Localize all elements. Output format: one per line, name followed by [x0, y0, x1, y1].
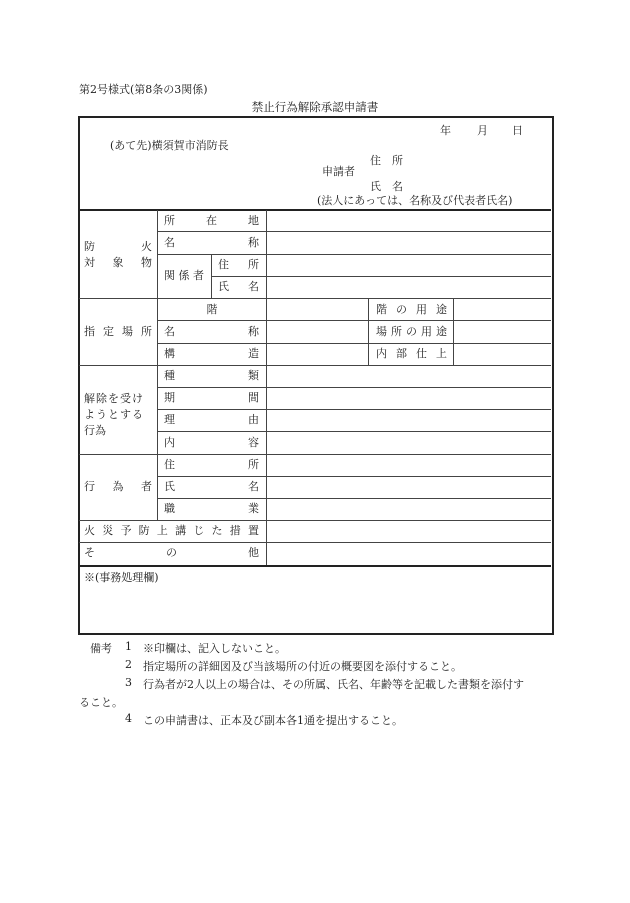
designated-place-label [84, 325, 152, 339]
interior-finish-label [376, 347, 447, 361]
char: 在 [206, 214, 217, 227]
divider [79, 209, 551, 211]
act-content-label [164, 436, 259, 450]
char: そ [84, 546, 95, 559]
act-type-label [164, 369, 259, 383]
act-reason-label [164, 413, 259, 427]
addressee: (あて先)横須賀市消防長 [110, 139, 229, 152]
fire-target-label-line2 [84, 256, 152, 270]
act-period-label [164, 391, 259, 405]
divider [79, 365, 551, 366]
note-text: 指定場所の詳細図及び当該場所の付近の概要図を添付すること。 [143, 660, 462, 673]
char: 地 [248, 214, 259, 227]
act-label-line2: ようとする [84, 408, 144, 421]
fire-target-label-line1 [84, 240, 152, 254]
char: 業 [248, 502, 259, 515]
structure-label [164, 347, 259, 361]
note-number: 4 [125, 712, 132, 725]
divider [157, 431, 551, 432]
related-address-label [218, 258, 259, 272]
char: 名 [164, 325, 175, 338]
char: 住 [164, 458, 175, 471]
divider [157, 343, 551, 344]
note-number: 3 [125, 676, 132, 689]
applicant-label: 申請者 [322, 165, 355, 178]
corporate-note: (法人にあっては、名称及び代表者氏名) [317, 194, 513, 207]
char: 職 [164, 502, 175, 515]
day-label: 日 [512, 124, 523, 137]
column-divider [157, 210, 158, 520]
target-name-label [164, 236, 259, 250]
char: 類 [248, 369, 259, 382]
char: 部 [396, 347, 407, 360]
char: 定 [103, 325, 114, 338]
column-divider [368, 298, 369, 365]
column-divider [266, 210, 267, 565]
char: 用 [421, 325, 432, 338]
char: 対 [84, 256, 95, 269]
note-number: 2 [125, 658, 132, 671]
char: 行 [84, 480, 95, 493]
divider [157, 387, 551, 388]
char: 為 [112, 480, 124, 493]
char: 防 [138, 524, 150, 537]
form-number: 第2号様式(第8条の3関係) [79, 83, 208, 96]
char: 理 [164, 413, 175, 426]
char: 氏 [218, 280, 229, 293]
column-divider [211, 254, 212, 298]
char: 称 [248, 325, 259, 338]
char: じ [193, 524, 205, 537]
char: 他 [248, 546, 259, 559]
char: 上 [156, 524, 168, 537]
divider [79, 298, 551, 299]
char: 名 [164, 236, 175, 249]
location-label [164, 214, 259, 228]
char: 場 [122, 325, 133, 338]
char: 造 [248, 347, 259, 360]
char: 所 [391, 325, 402, 338]
char: 用 [416, 303, 427, 316]
char: 仕 [416, 347, 427, 360]
month-label: 月 [477, 124, 488, 137]
related-name-label [218, 280, 259, 294]
note-text: この申請書は、正本及び副本各1通を提出すること。 [143, 714, 403, 727]
char: 上 [436, 347, 447, 360]
divider [157, 409, 551, 410]
note-number: 1 [125, 640, 132, 653]
applicant-name-label-1: 氏 [370, 180, 381, 193]
char: 講 [175, 524, 187, 537]
char: 途 [436, 303, 447, 316]
char: 名 [248, 480, 259, 493]
note-continuation: ること。 [79, 696, 123, 709]
applicant-address-label-2: 所 [392, 154, 403, 167]
char: 構 [164, 347, 175, 360]
divider [79, 454, 551, 455]
applicant-address-label-1: 住 [370, 154, 381, 167]
actor-occupation-label [164, 502, 259, 516]
char: た [211, 524, 223, 537]
divider [157, 231, 551, 232]
other-label [84, 546, 259, 560]
char: 由 [248, 413, 259, 426]
char: 所 [248, 258, 259, 271]
document-title: 禁止行為解除承認申請書 [251, 100, 379, 114]
char: 所 [164, 214, 175, 227]
place-use-label [376, 325, 447, 339]
char: 置 [247, 524, 259, 537]
divider [157, 476, 551, 477]
char: 途 [436, 325, 447, 338]
char: 間 [248, 391, 259, 404]
char: 場 [376, 325, 387, 338]
year-label: 年 [440, 124, 451, 137]
column-divider [453, 298, 454, 365]
char: 住 [218, 258, 229, 271]
char: 種 [164, 369, 175, 382]
related-person-label: 関 係 者 [164, 269, 204, 282]
char: 内 [376, 347, 387, 360]
char: 物 [141, 256, 152, 269]
divider [157, 320, 551, 321]
office-use-label: ※(事務処理欄) [84, 571, 159, 584]
note-text: 行為者が2人以上の場合は、その所属、氏名、年齢等を記載した書類を添付す [143, 678, 524, 691]
char: 防 [84, 240, 95, 253]
actor-address-label [164, 458, 259, 472]
applicant-name-label-2: 名 [392, 180, 403, 193]
char: 者 [141, 480, 152, 493]
actor-name-label [164, 480, 259, 494]
divider [79, 542, 551, 543]
char: 称 [248, 236, 259, 249]
fire-prevention-label [84, 524, 259, 538]
char: 措 [229, 524, 241, 537]
divider [157, 254, 551, 255]
place-name-label [164, 325, 259, 339]
divider [79, 520, 551, 521]
char: 期 [164, 391, 175, 404]
divider [211, 276, 551, 277]
char: 予 [120, 524, 132, 537]
floor-use-label [376, 303, 447, 317]
notes-heading: 備考 [90, 642, 112, 655]
char: 災 [102, 524, 114, 537]
char: 内 [164, 436, 175, 449]
char: の [406, 325, 417, 338]
char: 火 [84, 524, 95, 537]
divider [79, 565, 551, 567]
char: 所 [141, 325, 152, 338]
floor-label: 階 [206, 303, 218, 316]
note-text: ※印欄は、記入しないこと。 [143, 642, 286, 655]
char: 火 [141, 240, 152, 253]
char: 名 [248, 280, 259, 293]
char: 氏 [164, 480, 175, 493]
char: 所 [248, 458, 259, 471]
char: 象 [112, 256, 124, 269]
char: 容 [248, 436, 259, 449]
divider [157, 498, 551, 499]
char: 階 [376, 303, 387, 316]
act-label-line1: 解除を受け [84, 392, 144, 405]
char: の [396, 303, 407, 316]
char: 指 [84, 325, 95, 338]
act-label-line3: 行為 [84, 424, 106, 437]
char: の [166, 546, 177, 559]
actor-label [84, 480, 152, 494]
